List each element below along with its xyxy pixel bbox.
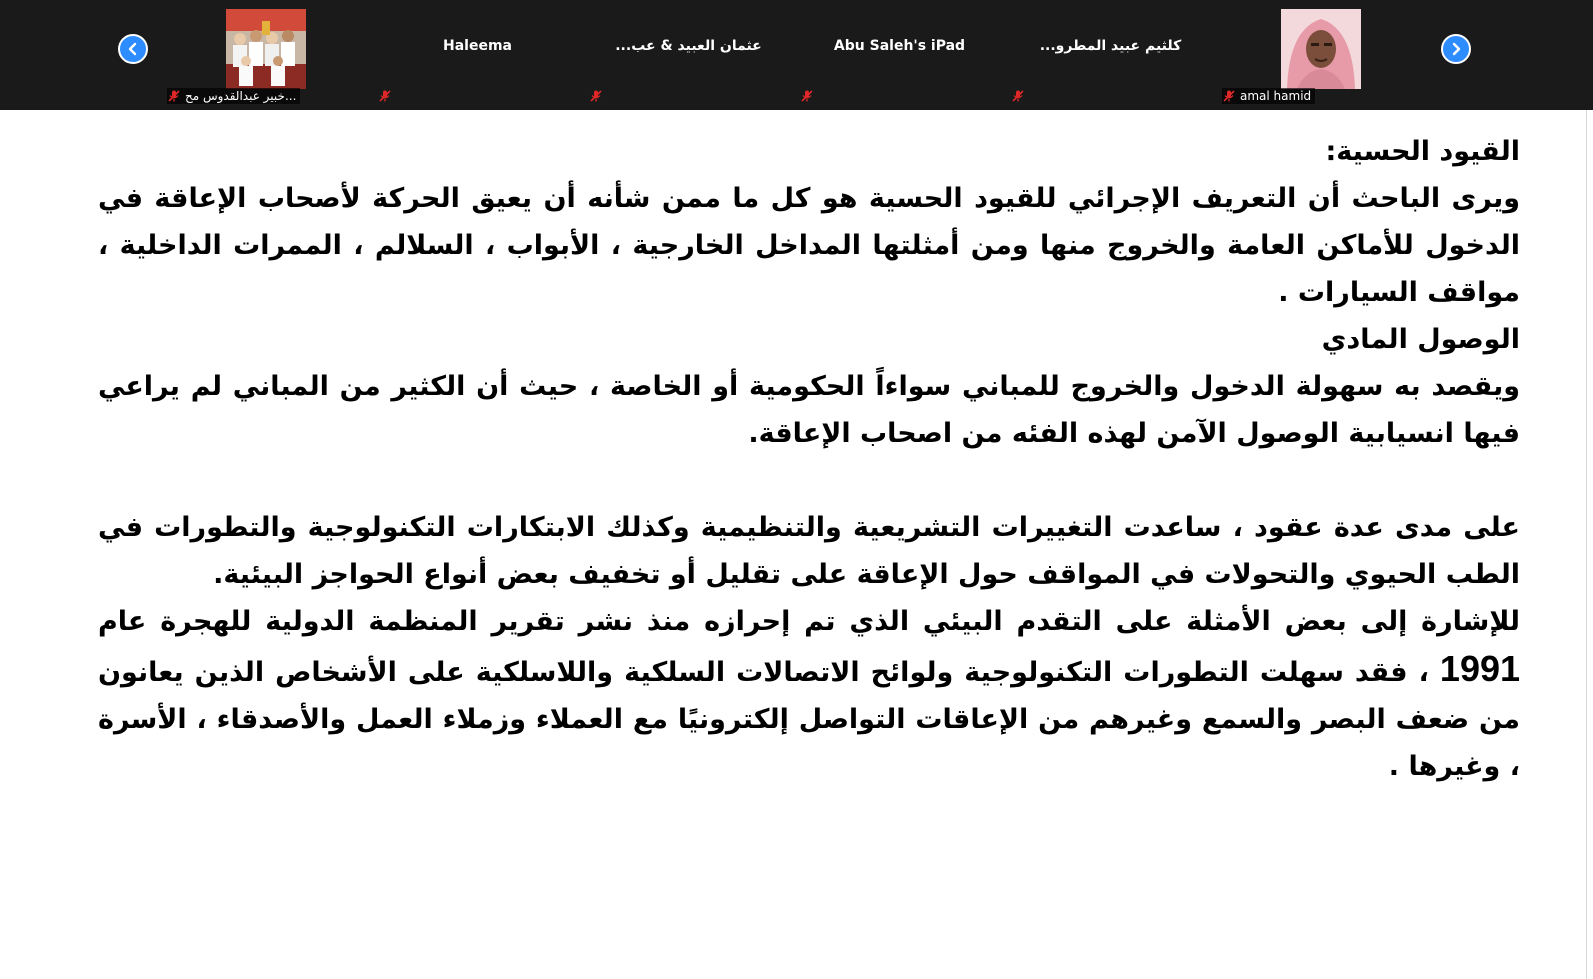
muted-microphone-icon: [1222, 89, 1236, 103]
participant-caption: [378, 88, 396, 104]
year-value: 1991: [1439, 648, 1521, 689]
document-edge: [1586, 110, 1587, 979]
document-text: [98, 128, 1520, 790]
paragraph: ويقصد به سهولة الدخول والخروج للمباني سواءاً الحكومية أو الخاصة ، حيث أن الكثير من المباني لم يراعي فيها انسيابية الوصول الآمن لهذه الفئه من اصحاب الإعاقة.: [98, 371, 1520, 449]
section-heading: القيود الحسية:: [1325, 136, 1520, 167]
section-heading: الوصول المادي: [1321, 324, 1520, 355]
participant-tile[interactable]: [374, 0, 581, 108]
participant-display-name: كلثيم عبيد المطرو...: [1039, 38, 1182, 54]
paragraph: على مدى عدة عقود ، ساعدت التغييرات التشريعية والتنظيمية وكذلك الابتكارات التكنولوجية والتطورات في الطب الحيوي والتحولات في المواقف حول الإعاقة على تقليل أو تخفيف بعض أنواع الحواجز البيئية.: [98, 512, 1520, 590]
participant-caption: [800, 88, 818, 104]
chevron-right-icon: [1449, 42, 1463, 56]
chevron-left-icon: [126, 42, 140, 56]
previous-participants-button[interactable]: [118, 34, 148, 64]
paragraph: ويرى الباحث أن التعريف الإجرائي للقيود الحسية هو كل ما ممن شأنه أن يعيق الحركة لأصحاب الإعاقة في الدخول للأماكن العامة والخروج منها ومن أمثلتها المداخل الخارجية ، الأبواب ، السلالم ، الممرات الداخلية ، مواقف السيارات .: [98, 183, 1520, 308]
participant-display-name: عثمان العبيد & عب...: [615, 38, 762, 54]
participant-photo-portrait: [1281, 9, 1361, 89]
participant-name: amal hamid: [1240, 89, 1312, 103]
paragraph: [98, 598, 1520, 790]
participant-photo-group: [226, 9, 306, 89]
participant-tile[interactable]: [796, 0, 1003, 108]
muted-microphone-icon: [589, 89, 603, 103]
muted-microphone-icon: [378, 89, 392, 103]
paragraph-continuation: ، فقد سهلت التطورات التكنولوجية ولوائح الاتصالات السلكية واللاسلكية على الأشخاص الذين يعانون من ضعف البصر والسمع وغيرهم من الإعاقات التواصل إلكترونيًا مع العملاء وزملاء العمل والأصدقاء ، الأسرة ، وغيرها .: [98, 657, 1520, 782]
muted-microphone-icon: [800, 89, 814, 103]
participant-name: خبير عبدالقدوس مح...: [185, 89, 297, 103]
next-participants-button[interactable]: [1441, 34, 1471, 64]
participant-caption: [1222, 88, 1315, 104]
muted-microphone-icon: [167, 89, 181, 103]
participant-tile[interactable]: [1007, 0, 1214, 108]
participant-tile[interactable]: [1218, 0, 1425, 108]
participant-caption: [1011, 88, 1029, 104]
participant-tile[interactable]: [585, 0, 792, 108]
participant-caption: [167, 88, 300, 104]
participant-tile[interactable]: [163, 0, 370, 108]
participant-display-name: Abu Saleh's iPad: [833, 38, 966, 54]
participants-strip: [0, 0, 1593, 110]
participant-caption: [589, 88, 607, 104]
paragraph-spacer: [98, 457, 1520, 504]
muted-microphone-icon: [1011, 89, 1025, 103]
participant-display-name: Haleema: [443, 38, 512, 54]
paragraph-lead: للإشارة إلى بعض الأمثلة على التقدم البيئي الذي تم إحرازه منذ نشر تقرير المنظمة الدولية للهجرة عام: [98, 606, 1520, 637]
